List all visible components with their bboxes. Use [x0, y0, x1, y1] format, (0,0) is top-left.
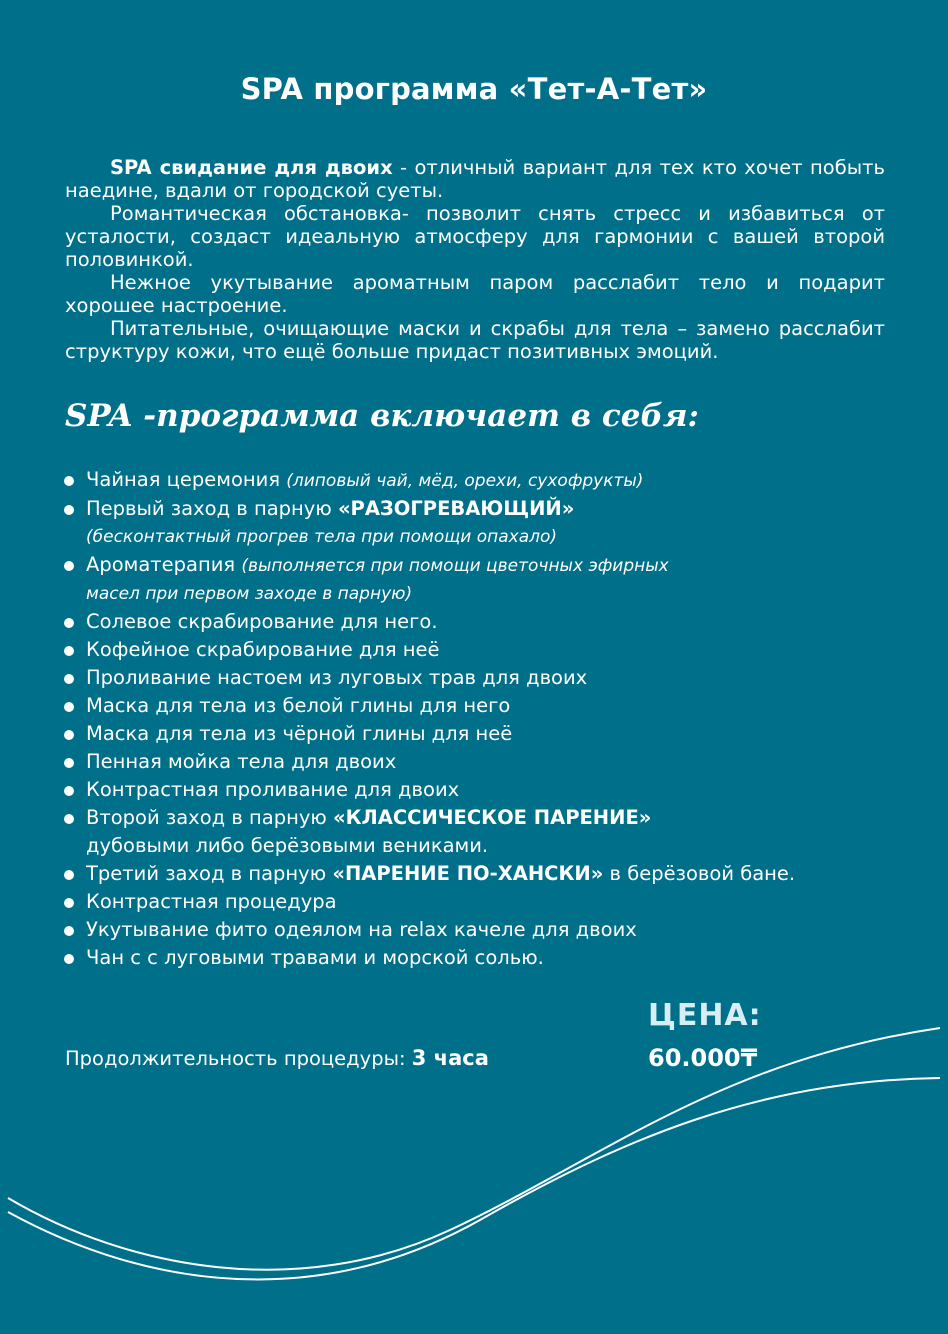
item-text: Третий заход в парную: [86, 862, 333, 885]
item-text: Кофейное скрабирование для неё: [86, 638, 440, 661]
price-value: 60.000₸: [648, 1044, 758, 1072]
item-text: Контрастная процедура: [86, 890, 337, 913]
item-note-continued: масел при первом заходе в парную): [86, 584, 413, 604]
price-label: ЦЕНА:: [648, 998, 762, 1033]
includes-heading: SPA -программа включает в себя:: [65, 398, 699, 434]
item-note-continued: (бесконтактный прогрев тела при помощи опахало): [86, 527, 558, 547]
wave-line-lower: [8, 1078, 940, 1279]
item-text: Солевое скрабирование для него.: [86, 610, 438, 633]
item-highlight: «КЛАССИЧЕСКОЕ ПАРЕНИЕ»: [333, 806, 652, 829]
item-text: Контрастная проливание для двоих: [86, 778, 460, 801]
list-item: [62, 944, 922, 972]
list-item: [62, 748, 922, 776]
list-item: [62, 495, 922, 551]
intro-paragraph-3: Нежное укутывание ароматным паром расслабит тело и подарит хорошее настроение.: [65, 271, 885, 317]
item-text-after: в берёзовой бане.: [603, 862, 796, 885]
item-text: Второй заход в парную: [86, 806, 333, 829]
list-item: [62, 860, 922, 888]
list-item: [62, 888, 922, 916]
program-list: [62, 466, 922, 972]
item-text: Проливание настоем из луговых трав для двоих: [86, 666, 588, 689]
item-text: Чан с с луговыми травами и морской солью.: [86, 946, 544, 969]
intro-paragraph-1-rest: - отличный вариант для тех кто хочет побыть наедине, вдали от городской суеты.: [65, 156, 885, 202]
item-note: (выполняется при помощи цветочных эфирных: [241, 556, 669, 576]
list-item: [62, 692, 922, 720]
list-item: [62, 636, 922, 664]
item-text: Первый заход в парную: [86, 497, 338, 520]
list-item: [62, 608, 922, 636]
item-text: Чайная церемония: [86, 468, 287, 491]
intro-text: [65, 156, 885, 363]
intro-paragraph-1: [65, 156, 885, 202]
intro-lead: SPA свидание для двоих: [110, 156, 393, 179]
item-highlight: «РАЗОГРЕВАЮЩИЙ»: [337, 497, 575, 520]
item-highlight: «ПАРЕНИЕ ПО-ХАНСКИ»: [332, 862, 604, 885]
duration-value: 3 часа: [411, 1046, 489, 1070]
item-text: Маска для тела из белой глины для него: [86, 694, 511, 717]
duration-label: Продолжительность процедуры:: [65, 1047, 412, 1070]
list-item: [62, 720, 922, 748]
item-note: (липовый чай, мёд, орехи, сухофрукты): [286, 471, 644, 491]
list-item: [62, 664, 922, 692]
intro-paragraph-4: Питательные, очищающие маски и скрабы для тела – замено расслабит структуру кожи, что ещё больше придаст позитивных эмоций.: [65, 317, 885, 363]
item-text-continued: дубовыми либо берёзовыми вениками.: [86, 834, 489, 857]
item-text: Ароматерапия: [86, 553, 242, 576]
item-text: Маска для тела из чёрной глины для неё: [86, 722, 513, 745]
intro-paragraph-2: Романтическая обстановка- позволит снять стресс и избавиться от усталости, создаст идеальную атмосферу для гармонии с вашей второй половинкой.: [65, 202, 885, 271]
list-item: [62, 916, 922, 944]
item-text: Пенная мойка тела для двоих: [86, 750, 397, 773]
list-item: [62, 776, 922, 804]
list-item: [62, 551, 922, 608]
item-text: Укутывание фито одеялом на relax качеле для двоих: [86, 918, 637, 941]
list-item: [62, 466, 922, 495]
duration: [65, 1046, 489, 1070]
page-title: SPA программа «Тет-А-Тет»: [240, 72, 708, 106]
list-item: [62, 804, 922, 860]
